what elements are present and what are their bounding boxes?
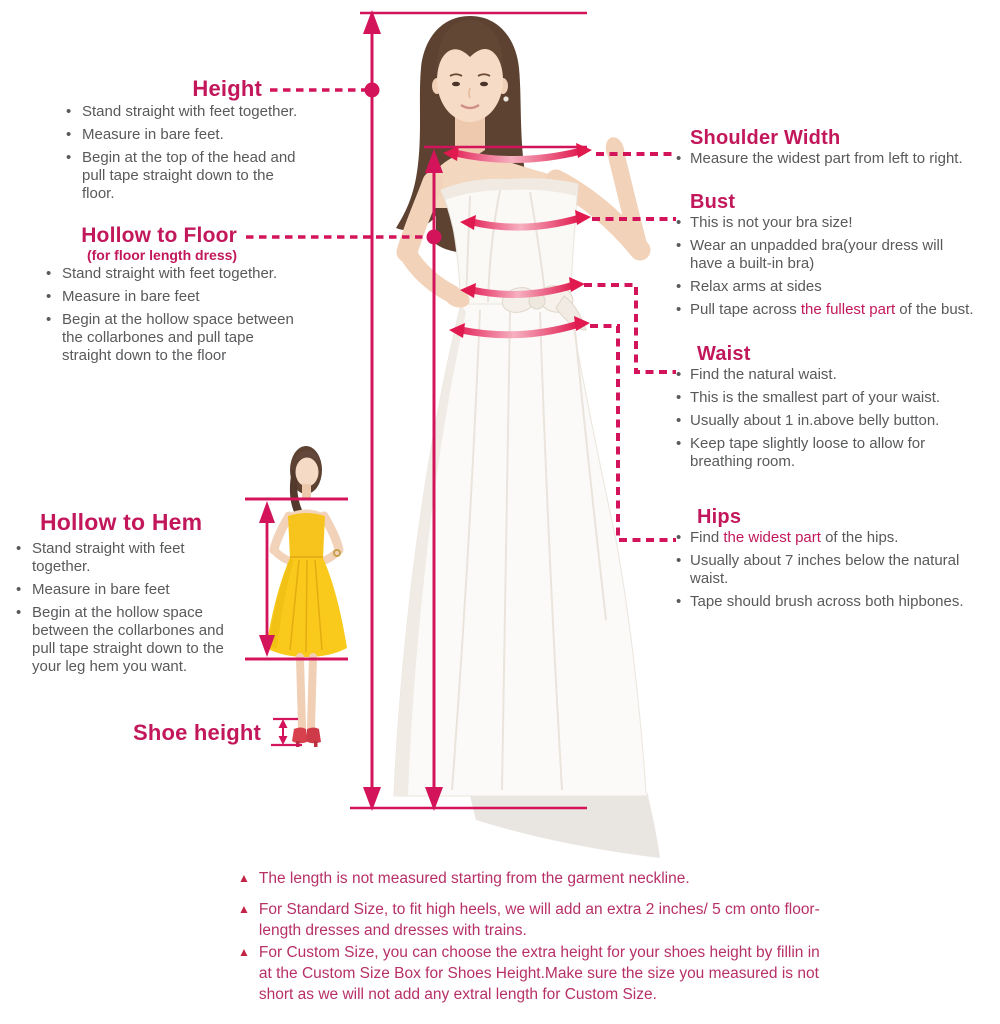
hollow-connector-dot xyxy=(427,230,442,245)
shoulder-arrow-right xyxy=(576,143,592,158)
shoulder-width-instructions xyxy=(674,150,986,173)
list-item: • Find the widest part of the hips. xyxy=(674,529,976,547)
hollow-to-hem-title: Hollow to Hem xyxy=(40,509,203,535)
bust-instructions xyxy=(674,214,976,324)
hollow-to-hem-instructions xyxy=(14,540,246,681)
list-item: • Measure in bare feet. xyxy=(64,126,308,144)
list-item: • Keep tape slightly loose to allow for breathing room. xyxy=(674,435,986,471)
highlighted-phrase: the fullest part xyxy=(800,301,896,318)
list-item: • Measure in bare feet xyxy=(44,288,294,306)
small-model-photo xyxy=(266,446,347,747)
height-connector-dot xyxy=(365,83,380,98)
arrow-up-icon xyxy=(279,719,288,728)
waist-title: Waist xyxy=(697,343,751,365)
hollow-to-floor-instructions xyxy=(44,265,294,370)
list-item: • Usually about 7 inches below the natural waist. xyxy=(674,552,976,588)
waist-instructions xyxy=(674,366,986,476)
list-item: • Wear an unpadded bra(your dress will have a built-in bra) xyxy=(674,237,976,273)
list-item: • Measure the widest part from left to right. xyxy=(674,150,986,168)
list-item: • Begin at the hollow space between the collarbones and pull tape straight down to the floor xyxy=(44,311,294,365)
list-item: • Usually about 1 in.above belly button. xyxy=(674,412,986,430)
hollow-to-floor-title: Hollow to Floor xyxy=(81,224,237,247)
list-item: • This is not your bra size! xyxy=(674,214,976,232)
warning-triangle-icon: ▲ xyxy=(238,945,250,959)
warning-triangle-icon: ▲ xyxy=(238,902,250,916)
arrow-up-icon xyxy=(259,501,275,523)
waist-arrow-right xyxy=(569,277,585,292)
height-title: Height xyxy=(192,76,262,101)
list-item: • Measure in bare feet xyxy=(14,581,246,599)
list-item: • Stand straight with feet together. xyxy=(14,540,246,576)
list-item: • Stand straight with feet together. xyxy=(44,265,294,283)
shoe-height-title: Shoe height xyxy=(133,720,262,745)
list-item: • Find the natural waist. xyxy=(674,366,986,384)
list-item: • Begin at the hollow space between the collarbones and pull tape straight down to the your leg hem you want. xyxy=(14,604,246,676)
note-text: For Standard Size, to fit high heels, we will add an extra 2 inches/ 5 cm onto floor-length dresses and dresses with trains. xyxy=(258,901,820,939)
shoulder-width-title: Shoulder Width xyxy=(690,127,841,149)
note-text: For Custom Size, you can choose the extra height for your shoes height by fillin in at the Custom Size Box for Shoes Height.Make sure the size you measured is not short as we will not add any extral length for Custom Size. xyxy=(258,944,820,1003)
height-instructions xyxy=(64,103,308,208)
waist-dashed-connector xyxy=(584,285,676,372)
warning-triangle-icon: ▲ xyxy=(238,871,250,885)
highlighted-phrase: the widest part xyxy=(723,529,821,546)
hips-title: Hips xyxy=(697,506,742,528)
list-item: • Stand straight with feet together. xyxy=(64,103,308,121)
arrow-down-icon xyxy=(279,736,288,745)
note-standard-size xyxy=(238,899,828,941)
list-item: • This is the smallest part of your waist. xyxy=(674,389,986,407)
note-custom-size xyxy=(238,942,828,1005)
list-item: • Pull tape across the fullest part of the bust. xyxy=(674,301,976,319)
note-text: The length is not measured starting from the garment neckline. xyxy=(258,870,690,887)
list-item: • Begin at the top of the head and pull tape straight down to the floor. xyxy=(64,149,308,203)
list-item: • Tape should brush across both hipbones. xyxy=(674,593,976,611)
hollow-to-floor-subtitle: (for floor length dress) xyxy=(86,247,238,263)
bust-title: Bust xyxy=(690,191,736,213)
hips-instructions xyxy=(674,529,976,616)
list-item: • Relax arms at sides xyxy=(674,278,976,296)
note-neckline xyxy=(238,868,828,889)
